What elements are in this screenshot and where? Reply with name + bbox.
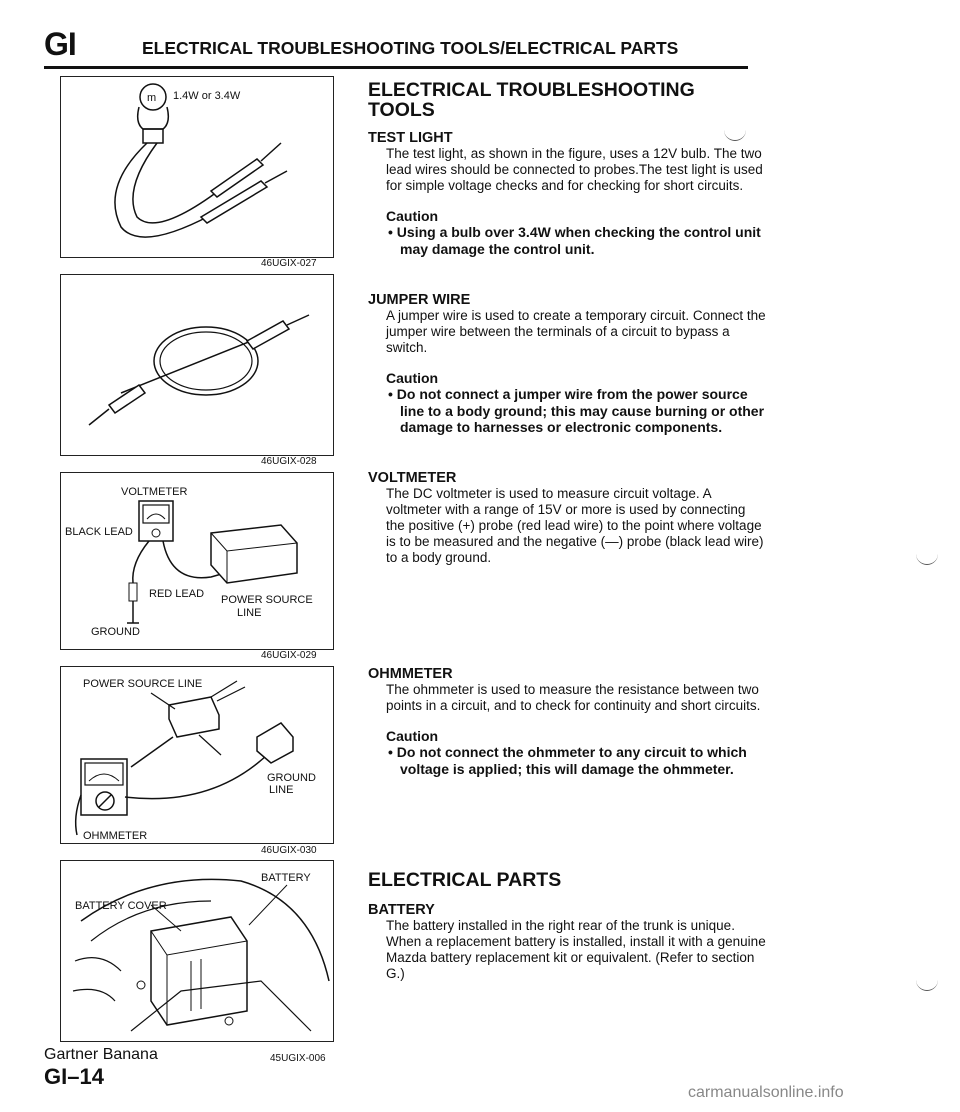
figure-code: 46UGIX-028 bbox=[261, 456, 317, 467]
tools-section bbox=[368, 80, 766, 120]
figure-code: 46UGIX-027 bbox=[261, 258, 317, 269]
page-number: GI–14 bbox=[44, 1064, 104, 1089]
caution-item: • Do not connect the ohmmeter to any circuit to which voltage is applied; this will damage the ohmmeter. bbox=[388, 744, 747, 777]
caution-text: Do not connect the ohmmeter to any circuit to which voltage is applied; this will damage the ohmmeter. bbox=[396, 744, 747, 777]
caution-label: Caution bbox=[386, 208, 439, 224]
figure-test-light bbox=[60, 76, 334, 269]
power-source-line-label: POWER SOURCE LINE bbox=[83, 678, 203, 690]
section-title: ELECTRICAL PARTS bbox=[368, 869, 562, 891]
caution-label: Caution bbox=[386, 728, 439, 744]
svg-text:m: m bbox=[147, 92, 157, 104]
red-lead-label: RED LEAD bbox=[149, 588, 205, 600]
section-title-line-2: TOOLS bbox=[368, 99, 435, 121]
battery-cover-label: BATTERY COVER bbox=[75, 900, 167, 912]
jumper-wire-section bbox=[368, 292, 766, 436]
section-code: GI bbox=[44, 26, 76, 62]
caution-text: Using a bulb over 3.4W when checking the control unit may damage the control unit. bbox=[396, 224, 761, 257]
figure-jumper-wire bbox=[60, 274, 334, 467]
caution-label: Caution bbox=[386, 370, 439, 386]
caution-item: • Using a bulb over 3.4W when checking the control unit may damage the control unit. bbox=[388, 224, 761, 257]
test-light-drawing bbox=[61, 77, 333, 257]
header-rule bbox=[44, 66, 748, 69]
ground-label: GROUND bbox=[267, 772, 316, 784]
electrical-parts-section bbox=[368, 870, 766, 982]
page-title: ELECTRICAL TROUBLESHOOTING TOOLS/ELECTRICAL PARTS bbox=[142, 38, 679, 58]
power-source-label: POWER SOURCE bbox=[221, 594, 313, 606]
margin-mark bbox=[916, 554, 938, 565]
battery-label: BATTERY bbox=[261, 872, 311, 884]
black-lead-label: BLACK LEAD bbox=[65, 526, 133, 538]
footer-brand: Gartner Banana bbox=[44, 1046, 158, 1063]
body-text: When a replacement battery is installed, install it with a genuine Mazda battery replacement kit or equivalent. (Refer to section G.) bbox=[386, 934, 766, 981]
test-light-section bbox=[368, 130, 766, 257]
caution-text: Do not connect a jumper wire from the power source line to a body ground; this may cause burning or other damage to harnesses or electronic components. bbox=[396, 386, 765, 435]
subsection-title: BATTERY bbox=[368, 902, 435, 918]
margin-mark bbox=[916, 980, 938, 991]
figure-battery bbox=[60, 860, 334, 1042]
body-text: The DC voltmeter is used to measure circuit voltage. A voltmeter with a range of 15V or more is used by connecting the positive (+) probe (red lead wire) to the point where voltage is to be measured and the negative (—) probe (black lead wire) to a body ground. bbox=[386, 486, 764, 565]
ground-label: GROUND bbox=[91, 626, 140, 638]
battery-drawing bbox=[61, 861, 333, 1041]
watermark: carmanualsonline.info bbox=[688, 1084, 844, 1101]
caution-item: • Do not connect a jumper wire from the power source line to a body ground; this may cause burning or other damage to harnesses or electronic components. bbox=[388, 386, 765, 435]
voltmeter-drawing bbox=[61, 473, 333, 649]
figure-ohmmeter bbox=[60, 666, 334, 856]
figure-code: 46UGIX-030 bbox=[261, 845, 317, 856]
voltmeter-section bbox=[368, 470, 766, 566]
body-text: A jumper wire is used to create a temporary circuit. Connect the jumper wire between the terminals of a circuit to bypass a switch. bbox=[386, 308, 766, 355]
subsection-title: JUMPER WIRE bbox=[368, 292, 471, 308]
voltmeter-label: VOLTMETER bbox=[121, 486, 188, 498]
jumper-wire-drawing bbox=[61, 275, 333, 455]
ohmmeter-section bbox=[368, 666, 766, 777]
ground-line-label: LINE bbox=[269, 784, 294, 796]
ohmmeter-label: OHMMETER bbox=[83, 830, 148, 842]
figure-code: 45UGIX-006 bbox=[270, 1053, 326, 1064]
body-text: The battery installed in the right rear of the trunk is unique. bbox=[386, 918, 735, 933]
power-source-label-line: LINE bbox=[237, 607, 262, 619]
figure-code: 46UGIX-029 bbox=[261, 650, 317, 661]
section-title: ELECTRICAL TROUBLESHOOTING bbox=[368, 79, 695, 101]
subsection-title: VOLTMETER bbox=[368, 470, 457, 486]
body-text: The ohmmeter is used to measure the resistance between two points in a circuit, and to check for continuity and short circuits. bbox=[386, 682, 761, 713]
figure-voltmeter bbox=[60, 472, 334, 661]
subsection-title: TEST LIGHT bbox=[368, 130, 453, 146]
bulb-rating-label: 1.4W or 3.4W bbox=[173, 90, 241, 102]
ohmmeter-drawing bbox=[61, 667, 333, 843]
subsection-title: OHMMETER bbox=[368, 666, 453, 682]
body-text: The test light, as shown in the figure, uses a 12V bulb. The two lead wires should be connected to probes.The test light is used for simple voltage checks and for checking for short circuits. bbox=[386, 146, 763, 193]
